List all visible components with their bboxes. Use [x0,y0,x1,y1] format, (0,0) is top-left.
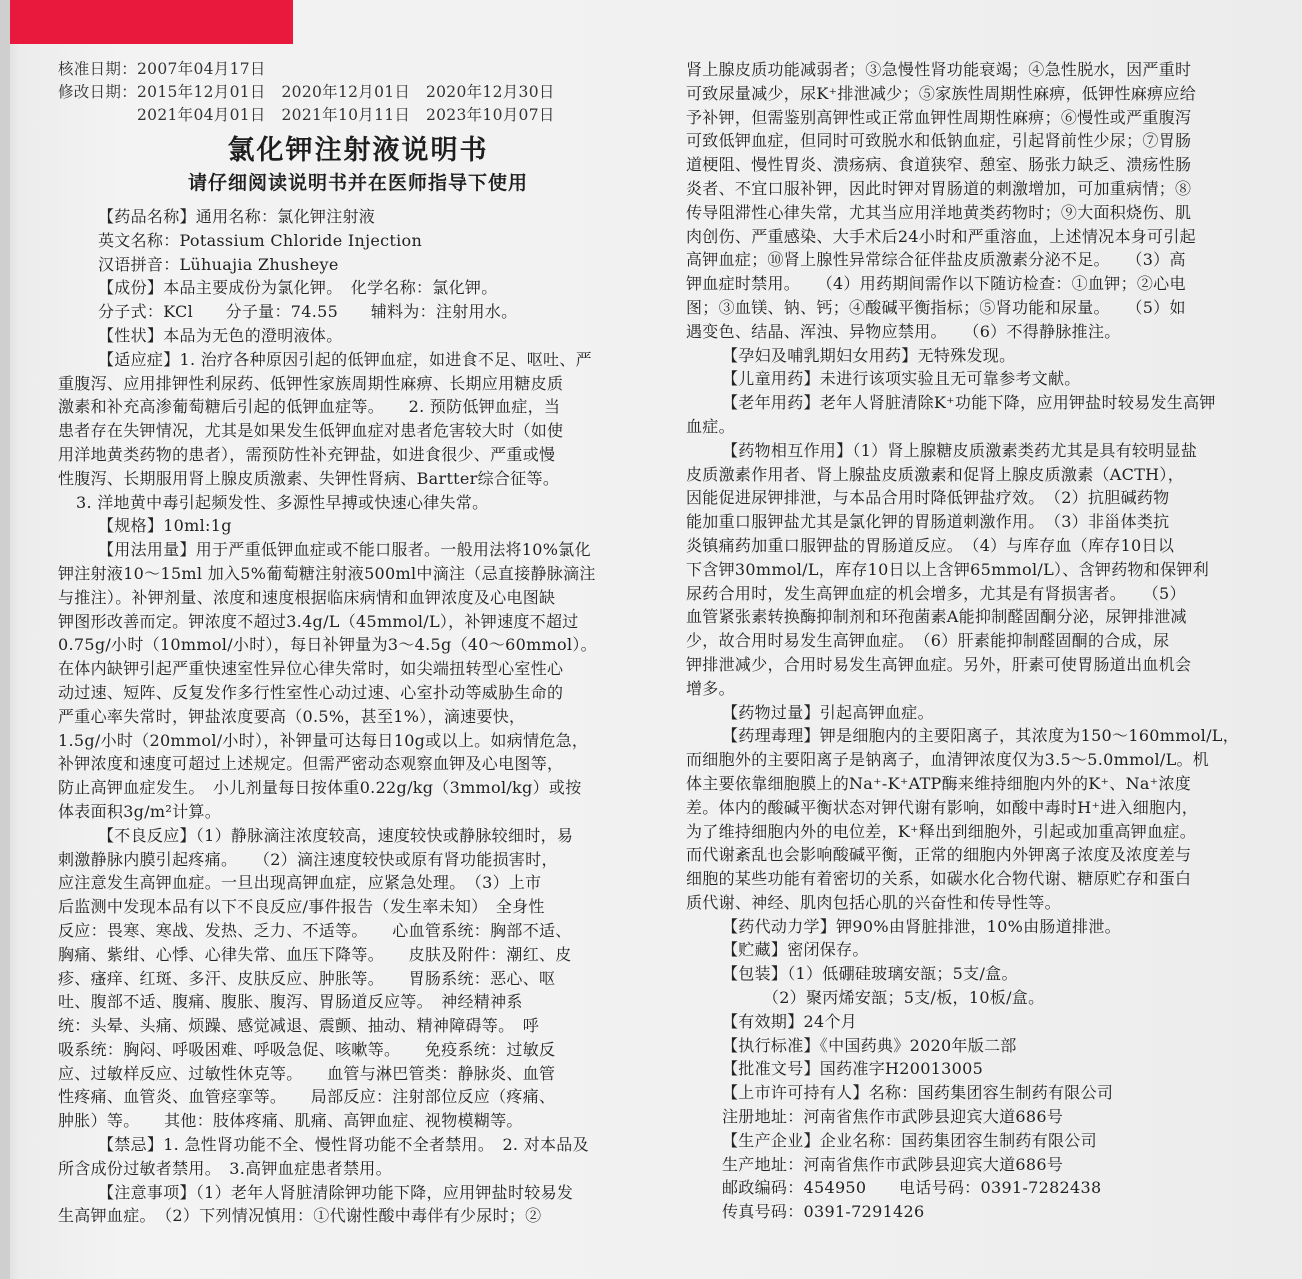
left-text-line: 后监测中发现本品有以下不良反应/事件报告（发生率未知） 全身性 [58,897,545,917]
right-text-line: 血管紧张素转换酶抑制剂和环孢菌素A能抑制醛固酮分泌，尿钾排泄减 [686,607,1187,627]
right-text-line: 予补钾，但需鉴别高钾性或正常血钾性周期性麻痹；⑥慢性或严重腹泻 [686,107,1192,127]
left-text-line: 【用法用量】用于严重低钾血症或不能口服者。一般用法将10%氯化 [98,540,591,560]
right-text-line: 【药物相互作用】（1）肾上腺糖皮质激素类药尤其是具有较明显盐 [722,440,1198,460]
left-text-line: 激素和补充高渗葡萄糖后引起的低钾血症等。 2. 预防低钾血症，当 [58,397,561,417]
right-text-line: 皮质激素作用者、肾上腺盐皮质激素和促肾上腺皮质激素（ACTH）， [686,464,1185,484]
right-text-line: 注册地址：河南省焦作市武陟县迎宾大道686号 [722,1107,1064,1127]
left-text-line: 【禁忌】1. 急性肾功能不全、慢性肾功能不全者禁用。 2. 对本品及 [98,1135,589,1155]
left-text-line: 患者存在失钾情况，尤其是如果发生低钾血症对患者危害较大时（如使 [58,421,564,441]
left-text-line: 应注意发生高钾血症。一旦出现高钾血症，应紧急处理。 （3）上市 [58,873,542,893]
right-text-line: 而代谢紊乱也会影响酸碱平衡，正常的细胞内外钾离子浓度及浓度差与 [686,845,1192,865]
right-text-line: 传导阻滞性心律失常，尤其当应用洋地黄类药物时；⑨大面积烧伤、肌 [686,202,1192,222]
right-text-line: 邮政编码：454950 电话号码：0391-7282438 [722,1178,1102,1198]
left-body-text [58,205,658,1228]
left-text-line: 补钾浓度和速度可超过上述规定。但需严密动态观察血钾及心电图等， [58,754,564,774]
left-text-line: 3. 洋地黄中毒引起频发性、多源性早搏或快速心律失常。 [76,492,489,512]
right-text-line: 肉创伤、严重感染、大手术后24小时和严重溶血，上述情况本身可引起 [686,226,1196,246]
right-text-line: 【药理毒理】钾是细胞内的主要阳离子，其浓度为150～160mmol/L， [722,726,1239,746]
right-text-line: 钾排泄减少，合用时易发生高钾血症。另外，肝素可使胃肠道出血机会 [686,654,1192,674]
right-text-line: 【儿童用药】未进行该项实验且无可靠参考文献。 [722,369,1081,389]
right-text-line: 【包装】（1）低硼硅玻璃安瓿；5支/盒。 [722,964,1018,984]
approval-date: 核准日期：2007年04月17日 [58,60,266,78]
right-text-line: 因能促进尿钾排泄，与本品合用时降低钾盐疗效。 （2）抗胆碱药物 [686,488,1170,508]
left-text-line: 应、过敏样反应、过敏性休克等。 血管与淋巴管类：静脉炎、血管 [58,1063,556,1083]
left-text-line: 体表面积3g/m²计算。 [58,801,221,821]
modify-dates-line-1: 修改日期：2015年12月01日 2020年12月01日 2020年12月30日 [58,83,555,101]
document-subtitle: 请仔细阅读说明书并在医师指导下使用 [187,172,528,194]
left-text-line: 统：头晕、头痛、烦躁、感觉减退、震颤、抽动、精神障碍等。 呼 [58,1016,540,1036]
right-text-line: 【孕妇及哺乳期妇女用药】无特殊发现。 [722,345,1016,365]
right-text-line: 少，故合用时易发生高钾血症。 （6）肝素能抑制醛固酮的合成，尿 [686,631,1170,651]
right-text-line: 【批准文号】国药准字H20013005 [722,1059,984,1079]
left-text-line: 所含成份过敏者禁用。 3.高钾血症患者禁用。 [58,1158,392,1178]
right-text-line: 【有效期】24个月 [722,1011,858,1031]
right-text-line: 图；③血镁、钠、钙；④酸碱平衡指标；⑤肾功能和尿量。 （5）如 [686,297,1186,317]
left-text-line: 刺激静脉内膜引起疼痛。 （2）滴注速度较快或原有肾功能损害时， [58,849,558,869]
red-header-stripe [10,0,293,44]
left-text-line: 【成份】本品主要成份为氯化钾。 化学名称：氯化钾。 [98,278,498,298]
left-text-line: 【药品名称】通用名称：氯化钾注射液 [98,207,376,226]
left-text-line: 动过速、短阵、反复发作多行性室性心动过速、心室扑动等威胁生命的 [58,682,564,702]
right-text-line: 细胞的某些功能有着密切的关系，如碳水化合物代谢、糖原贮存和蛋白 [686,869,1192,889]
right-text-line: 可致尿量减少，尿K⁺排泄减少；⑤家族性周期性麻痹，低钾性麻痹应给 [686,83,1196,103]
left-text-line: 【注意事项】（1）老年人肾脏清除钾功能下降，应用钾盐时较易发 [98,1182,574,1202]
right-body-text [686,58,1282,1224]
left-text-line: 【规格】10ml:1g [98,516,232,536]
left-text-line: 钾图形改善而定。钾浓度不超过3.4g/L（45mmol/L），补钾速度不超过 [58,611,579,631]
right-text-line: 钾血症时禁用。 （4）用药期间需作以下随访检查：①血钾；②心电 [686,274,1186,294]
left-text-line: 性疼痛、血管炎、血管痉挛等。 局部反应：注射部位反应（疼痛、 [58,1087,556,1107]
right-text-line: 为了维持细胞内外的电位差，K⁺释出到细胞外，引起或加重高钾血症。 [686,821,1196,841]
right-text-line: 【药代动力学】钾90%由肾脏排泄，10%由肠道排泄。 [722,916,1121,936]
left-text-line: 分子式：KCl 分子量：74.55 辅料为：注射用水。 [98,302,518,322]
left-text-line: 【性状】本品为无色的澄明液体。 [98,325,343,345]
right-text-line: 能加重口服钾盐尤其是氯化钾的胃肠道刺激作用。 （3）非甾体类抗 [686,512,1170,532]
right-text-line: 传真号码：0391-7291426 [722,1202,925,1222]
right-text-line: 【上市许可持有人】名称：国药集团容生制药有限公司 [722,1083,1114,1103]
left-text-line: 胸痛、紫绀、心悸、心律失常、血压下降等。 皮肤及附件：潮红、皮 [58,944,572,964]
right-text-line: 【生产企业】企业名称：国药集团容生制药有限公司 [722,1130,1097,1150]
right-text-line: 【药物过量】引起高钾血症。 [722,702,934,722]
left-text-line: 防止高钾血症发生。 小儿剂量每日按体重0.22g/kg（3mmol/kg）或按 [58,778,582,798]
left-text-line: 反应：畏寒、寒战、发热、乏力、不适等。 心血管系统：胸部不适、 [58,920,572,940]
right-text-line: （2）聚丙烯安瓿；5支/板，10板/盒。 [722,988,1045,1008]
left-text-line: 疹、瘙痒、红斑、多汗、皮肤反应、肿胀等。 胃肠系统：恶心、呕 [58,968,556,988]
right-text-line: 高钾血症；⑩肾上腺性异常综合征伴盐皮质激素分泌不足。 （3）高 [686,250,1186,270]
right-text-line: 质代谢、神经、肌肉包括心肌的兴奋性和传导性等。 [686,892,1061,912]
left-text-line: 【适应症】1. 治疗各种原因引起的低钾血症，如进食不足、呕吐、严 [98,349,592,369]
document-title: 氯化钾注射液说明书 [227,135,489,166]
left-shadow-band [0,0,10,1279]
left-text-line: 英文名称：Potassium Chloride Injection [98,230,423,250]
right-text-line: 【执行标准】《中国药典》2020年版二部 [722,1035,1017,1055]
left-text-line: 严重心率失常时，钾盐浓度要高（0.5%，甚至1%），滴速要快， [58,706,526,726]
right-text-line: 生产地址：河南省焦作市武陟县迎宾大道686号 [722,1154,1064,1174]
right-text-line: 增多。 [686,678,735,698]
left-text-line: 性腹泻、长期服用肾上腺皮质激素、失钾性肾病、Bartter综合征等。 [58,468,560,488]
right-text-line: 肾上腺皮质功能减弱者；③急慢性肾功能衰竭；④急性脱水，因严重时 [686,60,1192,79]
left-text-line: 1.5g/小时（20mmol/小时），补钾量可达每日10g或以上。如病情危急， [58,730,589,750]
left-text-line: 重腹泻、应用排钾性利尿药、低钾性家族周期性麻痹、长期应用糖皮质 [58,373,564,393]
left-text-line: 生高钾血症。 （2）下列情况慎用：①代谢性酸中毒伴有少尿时；② [58,1206,542,1226]
right-column [686,58,1282,1224]
right-text-line: 炎者、不宜口服补钾，因此时钾对胃肠道的刺激增加，可加重病情；⑧ [686,178,1192,198]
right-text-line: 下含钾30mmol/L，库存10日以上含钾65mmol/L）、含钾药物和保钾利 [686,559,1209,579]
right-text-line: 体主要依靠细胞膜上的Na⁺-K⁺ATP酶来维持细胞内外的K⁺、Na⁺浓度 [686,773,1192,793]
modify-dates-line-2: 2021年04月01日 2021年10月11日 2023年10月07日 [58,106,555,124]
right-text-line: 遇变色、结晶、浑浊、异物应禁用。 （6）不得静脉推注。 [686,321,1121,341]
left-text-line: 肿胀）等。 其他：肢体疼痛、肌痛、高钾血症、视物模糊等。 [58,1111,523,1131]
left-text-line: 吐、腹部不适、腹痛、腹胀、腹泻、胃肠道反应等。 神经精神系 [58,992,523,1012]
left-column [58,58,658,1228]
right-text-line: 而细胞外的主要阳离子是钠离子，血清钾浓度仅为3.5～5.0mmol/L。机 [686,750,1210,770]
left-text-line: 吸系统：胸闷、呼吸困难、呼吸急促、咳嗽等。 免疫系统：过敏反 [58,1039,556,1059]
left-text-line: 与推注）。补钾剂量、浓度和速度根据临床病情和血钾浓度及心电图缺 [58,587,556,607]
right-text-line: 可致低钾血症，但同时可致脱水和低钠血症，引起肾前性少尿；⑦胃肠 [686,131,1192,151]
right-text-line: 道梗阻、慢性胃炎、溃疡病、食道狭窄、憩室、肠张力缺乏、溃疡性肠 [686,155,1192,175]
left-text-line: 0.75g/小时（10mmol/小时），每日补钾量为3～4.5g（40～60mmol）。 [58,635,597,655]
left-text-line: 用洋地黄类药物的患者），需预防性补充钾盐，如进食很少、严重或慢 [58,444,556,464]
left-text-line: 在体内缺钾引起严重快速室性异位心律失常时，如尖端扭转型心室性心 [58,659,564,679]
right-text-line: 【贮藏】密闭保存。 [722,940,869,960]
right-text-line: 【老年用药】老年人肾脏清除K⁺功能下降，应用钾盐时较易发生高钾 [722,393,1216,413]
left-text-line: 汉语拼音：Lühuajia Zhusheye [98,254,339,274]
right-text-line: 尿药合用时，发生高钾血症的机会增多，尤其是有肾损害者。 （5） [686,583,1186,603]
left-text-line: 钾注射液10～15ml 加入5%葡萄糖注射液500ml中滴注（忌直接静脉滴注 [58,563,596,583]
right-text-line: 差。体内的酸碱平衡状态对钾代谢有影响，如酸中毒时H⁺进入细胞内， [686,797,1198,817]
right-text-line: 炎镇痛药加重口服钾盐的胃肠道反应。 （4）与库存血（库存10日以 [686,535,1175,555]
right-text-line: 血症。 [686,416,735,436]
left-text-line: 【不良反应】（1）静脉滴注浓度较高，速度较快或静脉较细时，易 [98,825,574,845]
